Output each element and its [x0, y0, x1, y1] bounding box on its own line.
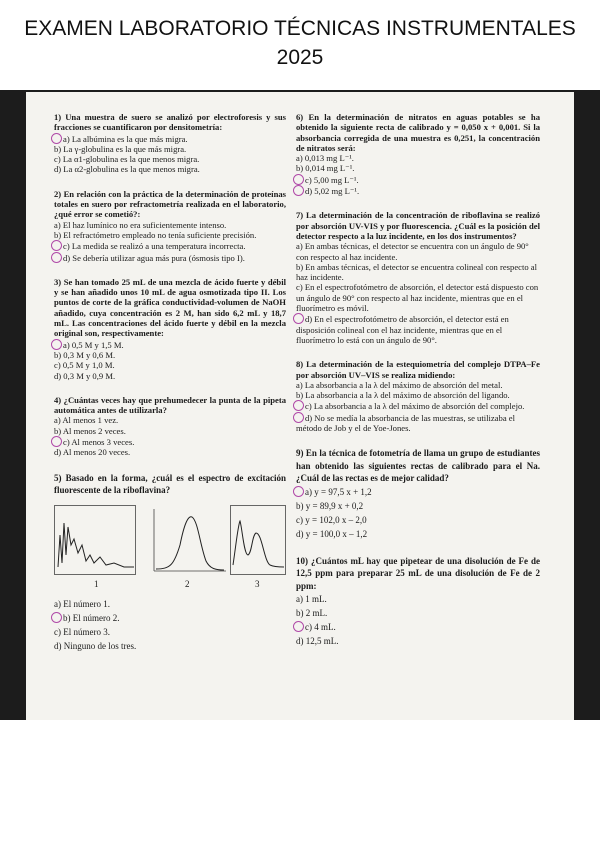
exam-paper [26, 92, 574, 720]
question-7 [296, 210, 540, 345]
question-text: 5) Basado en la forma, ¿cuál es el espectro de excitación fluorescente de la riboflavina? [54, 472, 286, 496]
pen-circle-mark [51, 612, 62, 623]
question-text: 1) Una muestra de suero se analizó por electroforesis y sus fracciones se cuantificaron por densitometría: [54, 112, 286, 133]
title-line-1: EXAMEN LABORATORIO TÉCNICAS INSTRUMENTALES [24, 17, 576, 40]
option-c: c) 5,00 mg L⁻¹. [296, 174, 540, 185]
question-8 [296, 359, 540, 433]
question-text: 8) La determinación de la estequiometría del complejo DTPA–Fe por absorción UV–VIS se realiza midiendo: [296, 359, 540, 380]
option-d: d) En el espectrofotómetro de absorción, el detector está en disposición colineal con el haz incidente, mientras que en el fluorímetro lo está con un ángulo de 90°. [296, 313, 540, 345]
pen-circle-mark [293, 400, 304, 411]
option-d: d) La α2-globulina es la que menos migra. [54, 164, 200, 175]
option-d: d) 5,02 mg L⁻¹. [296, 185, 540, 196]
question-10 [296, 555, 540, 649]
question-text: 3) Se han tomado 25 mL de una mezcla de ácido fuerte y débil y se han añadido unos 10 mL de agua osmotizada tipo II. Los puntos de corte de la gráfica conductividad-volumen de NaOH añadido, cuya concentración es 2 M, han sido 6,2 mL y 18,7 mL. Las concentraciones del ácido fuerte y débil en la mezcla original son, respectivamente: [54, 276, 286, 339]
pen-circle-mark [293, 185, 304, 196]
option-c: c) 4 mL. [296, 620, 540, 634]
pen-circle-mark [293, 313, 304, 324]
option-d: d) y = 100,0 x – 1,2 [296, 528, 368, 539]
question-6 [296, 112, 540, 196]
option-c: c) La absorbancia a la λ del máximo de absorción del complejo. [296, 400, 540, 411]
option-c: c) 0,5 M y 1,0 M. [54, 360, 115, 371]
option-a: a) La absorbancia a la λ del máximo de absorción del metal. [296, 379, 503, 390]
option-b: b) En ambas técnicas, el detector se encuentra colineal con respecto al haz incidente. [296, 261, 537, 283]
option-b: b) El refractómetro empleado no tenía suficiente precisión. [54, 229, 257, 240]
pen-circle-mark [51, 339, 62, 350]
option-c: c) La α1-globulina es la que menos migra. [54, 154, 200, 165]
option-b: b) 0,014 mg L⁻¹. [296, 163, 355, 174]
spectrum-3 [230, 505, 286, 575]
option-c: c) En el espectrofotómetro de absorción, el detector está dispuesto con un ángulo de 90° con respecto al haz incidente, mientras que en el fluorímetro es móvil. [296, 282, 539, 314]
question-4 [54, 395, 286, 458]
option-d: d) 12,5 mL. [296, 636, 339, 647]
option-d: d) Se debería utilizar agua más pura (ósmosis tipo I). [54, 252, 286, 263]
option-a: a) Al menos 1 vez. [54, 415, 119, 426]
pen-circle-mark [51, 436, 62, 447]
spectrum-label-1: 1 [94, 578, 99, 589]
option-b: b) La γ-globulina es la que más migra. [54, 143, 187, 154]
option-a: a) 0,013 mg L⁻¹. [296, 153, 354, 164]
option-a: a) El número 1. [54, 598, 110, 609]
title-line-2: 2025 [276, 46, 324, 69]
option-b: b) 0,3 M y 0,6 M. [54, 349, 116, 360]
spectra-figure [54, 505, 286, 593]
pen-circle-mark [51, 252, 62, 263]
option-d: d) 0,3 M y 0,9 M. [54, 370, 116, 381]
option-d: d) Ninguno de los tres. [54, 640, 137, 651]
option-b: b) El número 2. [54, 611, 286, 625]
option-d: d) No se medía la absorbancia de las muestras, se utilizaba el método de Job y el de Yoe-Jones. [296, 412, 540, 434]
option-c: c) La medida se realizó a una temperatura incorrecta. [54, 240, 286, 251]
spectrum-1 [54, 505, 136, 575]
option-b: b) 2 mL. [296, 608, 328, 619]
spectrum-2 [150, 505, 228, 575]
pen-circle-mark [293, 412, 304, 423]
option-c: c) Al menos 3 veces. [54, 436, 286, 447]
option-b: b) y = 89,9 x + 0,2 [296, 500, 364, 511]
right-column [296, 112, 540, 662]
question-text: 6) En la determinación de nitratos en aguas potables se ha obtenido la siguiente recta de calibrado y = 0,050 x + 0,001. Si la absorbancia corregida de una muestra es 0,251, la concentración de nitratos será: [296, 112, 540, 153]
exam-title [0, 14, 600, 72]
option-a: a) En ambas técnicas, el detector se encuentra con un ángulo de 90° con respecto al haz incidente. [296, 241, 529, 262]
option-c: c) y = 102,0 x – 2,0 [296, 514, 367, 525]
option-a: a) 1 mL. [296, 594, 327, 605]
spectrum-label-3: 3 [255, 578, 260, 589]
option-a: a) y = 97,5 x + 1,2 [296, 485, 540, 499]
option-a: a) 0,5 M y 1,5 M. [54, 339, 286, 350]
pen-circle-mark [51, 240, 62, 251]
question-1 [54, 112, 286, 175]
option-a: a) El haz lumínico no era suficientemente intenso. [54, 219, 227, 230]
question-5 [54, 472, 286, 653]
question-text: 9) En la técnica de fotometría de llama un grupo de estudiantes han obtenido las siguientes rectas de calibrado para el Na. ¿Cuál de las rectas es de mejor calidad? [296, 448, 540, 484]
question-3 [54, 277, 286, 381]
option-b: b) La absorbancia a la λ del máximo de absorción del ligando. [296, 390, 510, 401]
question-9 [296, 447, 540, 541]
question-text: 10) ¿Cuántos mL hay que pipetear de una disolución de Fe de 12,5 ppm para preparar 25 mL de una disolución de Fe de 2 ppm: [296, 555, 540, 591]
question-text: 2) En relación con la práctica de la determinación de proteínas totales en suero por refractometría realizada en el laboratorio, ¿qué error se cometió?: [54, 188, 286, 220]
option-c: c) El número 3. [54, 626, 110, 637]
pen-circle-mark [293, 174, 304, 185]
pen-circle-mark [293, 486, 304, 497]
spectrum-label-2: 2 [185, 578, 190, 589]
pen-circle-mark [51, 133, 62, 144]
question-text: 4) ¿Cuántas veces hay que prehumedecer la punta de la pipeta automática antes de utilizarla? [54, 394, 286, 416]
question-2 [54, 189, 286, 263]
option-d: d) Al menos 20 veces. [54, 447, 131, 458]
left-column [54, 112, 286, 667]
question-text: 7) La determinación de la concentración de riboflavina se realizó por absorción UV-VIS y por fluorescencia. ¿Cuál es la posición del detector respecto a la luz incidente, en los dos instrumentos? [296, 210, 540, 241]
option-a: a) La albúmina es la que más migra. [54, 133, 286, 144]
pen-circle-mark [293, 621, 304, 632]
option-b: b) Al menos 2 veces. [54, 425, 126, 436]
